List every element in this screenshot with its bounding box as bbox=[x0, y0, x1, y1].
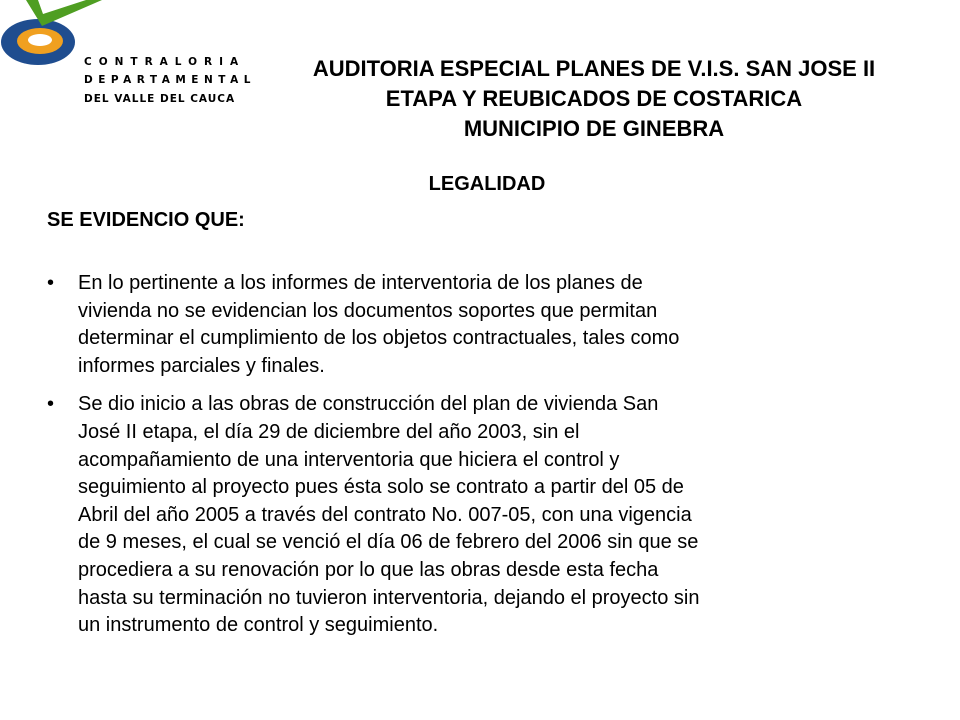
text-line: vivienda no se evidencian los documentos soportes que permitan bbox=[78, 299, 658, 322]
title-line: MUNICIPIO DE GINEBRA bbox=[463, 116, 725, 141]
text-line: seguimiento al proyecto pues ésta solo se contrato a partir del 05 de bbox=[78, 476, 684, 499]
logo-text-line-2: DEPARTAMENTAL bbox=[84, 74, 256, 86]
text-line: hasta su terminación no tuvieron interventoria, dejando el proyecto sin bbox=[78, 586, 700, 609]
contraloria-logo bbox=[0, 0, 256, 120]
text-line: En lo pertinente a los informes de interventoria de los planes de bbox=[78, 272, 643, 294]
text-line: informes parciales y finales. bbox=[78, 354, 325, 377]
intro-statement: SE EVIDENCIO QUE: bbox=[47, 209, 245, 231]
title-line: ETAPA Y REUBICADOS DE COSTARICA bbox=[385, 86, 803, 111]
bullet-marker: • bbox=[47, 272, 55, 294]
text-line: un instrumento de control y seguimiento. bbox=[78, 614, 439, 637]
text-line: José II etapa, el día 29 de diciembre del año 2003, sin el bbox=[78, 420, 580, 443]
text-line: Abril del año 2005 a través del contrato No. 007-05, con una vigencia bbox=[78, 503, 692, 526]
text-line: determinar el cumplimiento de los objetos contractuales, tales como bbox=[78, 327, 680, 350]
finding-text bbox=[78, 391, 947, 639]
logo-text-line-1: CONTRALORIA bbox=[84, 56, 246, 68]
bullet-marker: • bbox=[47, 393, 55, 416]
title-line: AUDITORIA ESPECIAL PLANES DE V.I.S. SAN JOSE II bbox=[312, 56, 876, 81]
finding-item bbox=[47, 270, 947, 380]
logo-emblem bbox=[0, 0, 110, 80]
section-heading: LEGALIDAD bbox=[428, 173, 546, 195]
finding-item bbox=[47, 391, 947, 639]
logo-text-line-3: DEL VALLE DEL CAUCA bbox=[84, 93, 236, 105]
logo-white-center bbox=[28, 34, 52, 46]
text-line: Se dio inicio a las obras de construcción del plan de vivienda San bbox=[78, 393, 659, 416]
text-line: acompañamiento de una interventoria que hiciera el control y bbox=[78, 448, 620, 471]
text-line: de 9 meses, el cual se venció el día 06 de febrero del 2006 sin que se bbox=[78, 531, 699, 554]
page-title bbox=[240, 54, 948, 144]
finding-text bbox=[78, 270, 947, 380]
findings-list bbox=[47, 270, 947, 651]
text-line: procediera a su renovación por lo que las obras desde esta fecha bbox=[78, 558, 659, 581]
